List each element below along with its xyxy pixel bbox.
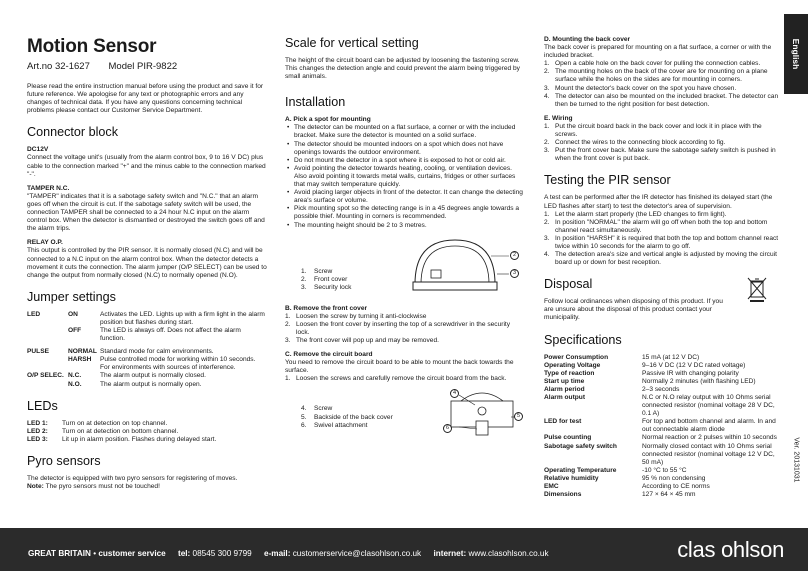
jumper-setting: ON (68, 310, 78, 318)
figure-front-cover (285, 234, 525, 302)
callout-4: 4 (450, 389, 459, 398)
dc12v-text: Connect the voltage unit's (usually from the alarm control box, 9 to 16 V DC) plus cable to the connection marked "+" and the minus cable to the connection marked "-". (27, 154, 266, 178)
led-label: LED 3: (27, 435, 48, 443)
jumper-setting: NORMAL (68, 348, 97, 356)
list-item: 4. The detector can also be mounted on the included bracket. The detector can then be turned to the right position for best detection. (544, 92, 779, 108)
led-label: LED 2: (27, 427, 48, 435)
jumper-table (27, 311, 267, 389)
figure-back-cover-legend (301, 405, 393, 429)
disposal-block (544, 298, 782, 322)
step-a-list (285, 124, 525, 229)
pyro-heading: Pyro sensors (27, 453, 101, 468)
footer-country: GREAT BRITAIN (28, 549, 91, 558)
led-label: LED 1: (27, 419, 48, 427)
testing-list (544, 211, 782, 268)
spec-value: According to CE norms (642, 483, 710, 491)
list-item: • The detector should be mounted indoors on a spot which does not have openings towards the outdoor environment. (285, 141, 525, 157)
jumper-group: PULSE (27, 348, 49, 356)
list-item: 3. Mount the detector's back cover on the spot you have chosen. (544, 84, 737, 92)
specs-table (544, 354, 782, 500)
spec-value: 2–3 seconds (642, 385, 680, 393)
jumper-group: LED (27, 310, 41, 318)
spec-key: Dimensions (544, 491, 582, 499)
spec-key: EMC (544, 483, 559, 491)
list-item: • The detector can be mounted on a flat surface, a corner or with the included bracket. Make sure the detector is mounted on a solid surface. (285, 124, 525, 140)
step-b-title: B. Remove the front cover (285, 304, 368, 312)
pyro-note-text: The pyro sensors must not be touched! (45, 483, 160, 490)
legend-item: 6. Swivel attachment (301, 421, 368, 429)
list-item: 2. Loosen the front cover by inserting the top of a screwdriver in the security lock. (285, 320, 511, 336)
language-tab (784, 14, 808, 94)
column-1 (27, 36, 267, 491)
spec-value: Passive IR with changing polarity (642, 369, 739, 377)
legend-item: 2. Front cover (301, 275, 348, 283)
spec-key: Sabotage safety switch (544, 442, 617, 450)
jumper-heading: Jumper settings (27, 289, 116, 304)
scale-text: The height of the circuit board can be adjusted by loosening the fastening screw. This changes the detection angle and could prevent the alarm being triggered by small animals. (285, 57, 520, 81)
list-item: • Pick mounting spot so the detecting range is in a 45 degrees angle towards a possible thief. Mounting in corners is recommended. (285, 205, 525, 221)
led-desc: Turn on at detection on bottom channel. (62, 427, 179, 435)
step-c-list (285, 375, 525, 383)
jumper-group: O/P SELEC. (27, 372, 64, 380)
pyro-note-label: Note: (27, 483, 44, 490)
spec-key: Alarm output (544, 394, 586, 401)
pyro-text: The detector is equipped with two pyro sensors for registering of moves. (27, 474, 238, 482)
leds-table (27, 420, 267, 444)
list-item: 1. Loosen the screw by turning it anti-clockwise (285, 312, 427, 320)
callout-3: 3 (510, 269, 519, 278)
jumper-group (27, 356, 68, 372)
list-item: • The mounting height should be 2 to 3 metres. (285, 222, 525, 230)
figure-front-cover-legend (301, 268, 351, 292)
version-label (790, 400, 802, 520)
jumper-desc: The alarm output is normally closed. (100, 372, 206, 380)
footer-internet-label: internet: (433, 549, 467, 558)
footer-bar (0, 528, 808, 571)
jumper-group (27, 327, 68, 343)
list-item: 4. The detection area's size and vertical angle is adjusted by moving the circuit board up or down for best reception. (544, 251, 777, 267)
spec-key: Power Consumption (544, 353, 609, 361)
pyro-note (27, 483, 267, 491)
brand-logo: clas ohlson (677, 537, 784, 562)
jumper-desc: Activates the LED. Lights up with a firm light in the alarm position but flashes during start. (100, 310, 265, 326)
spec-value: For top and bottom channel and alarm. In and out connectable alarm diode (642, 418, 776, 434)
tamper-text: "TAMPER" indicates that it is a sabotage safety switch and "N.C." that an alarm goes off when the circuit is cut. If the sabotage safety switch will be used, the connection TAMPER shall be connected to a 24 hour N.C input on the alarm control box. When the detector is dismantled or destroyed the switch goes off and the alarm trips. (27, 192, 265, 233)
jumper-desc: Standard mode for calm environments. (100, 348, 214, 356)
legend-item: 4. Screw (301, 405, 333, 413)
jumper-desc: The LED is always off. Does not affect the alarm function. (100, 326, 241, 343)
step-d-text: The back cover is prepared for mounting on a flat surface, a corner or with the included bracket. (544, 44, 772, 60)
led-desc: Lit up in alarm position. Flashes during delayed start. (62, 435, 217, 443)
language-tab-label: English (791, 38, 801, 70)
tamper-title: TAMPER N.C. (27, 184, 70, 192)
testing-heading: Testing the PIR sensor (544, 173, 671, 188)
list-item: 2. Connect the wires to the connecting block according to fig. (544, 139, 726, 147)
spec-value: Normal reaction or 2 pulses within 10 seconds (642, 434, 777, 442)
step-d-list (544, 60, 782, 109)
led-desc: Turn on at detection on top channel. (62, 419, 168, 427)
disposal-text: Follow local ordinances when disposing of this product. If you are unsure about the disposal of this product contact your municipality. (544, 298, 723, 322)
spec-value: 9–16 V DC (12 V DC rated voltage) (642, 361, 746, 369)
relay-title: RELAY O.P. (27, 239, 63, 247)
jumper-setting: N.O. (68, 380, 82, 388)
dc12v-title: DC12V (27, 146, 49, 154)
spec-value: 127 × 64 × 45 mm (642, 491, 696, 499)
crossed-bin-icon (746, 276, 768, 302)
spec-value: -10 °C to 55 °C (642, 466, 687, 474)
callout-2: 2 (510, 251, 519, 260)
list-item: 3. Put the front cover back. Make sure the sabotage safety switch is pushed in when the front cover is put back. (544, 147, 776, 163)
step-e-list (544, 123, 782, 163)
spec-value: N.C or N.O relay output with 10 Ohms serial connected resistor (nominal voltage 28 V DC, 0.1 A) (642, 394, 775, 418)
list-item: 2. The mounting holes on the back of the cover are for mounting on a plane surface while the holes on the sides are for mounting in corners. (544, 68, 768, 84)
list-item: 1. Loosen the screws and carefully remove the circuit board from the back. (285, 375, 507, 383)
list-item: 1. Let the alarm start properly (the LED changes to firm light). (544, 210, 727, 218)
jumper-desc: The alarm output is normally open. (100, 380, 202, 388)
page-title: Motion Sensor (27, 36, 157, 57)
jumper-desc: Pulse controlled mode for working within 10 seconds. For environments with sources of interference. (100, 356, 256, 372)
article-number: Art.no 32-1627 (27, 61, 90, 72)
footer-email-label: e-mail: (264, 549, 291, 558)
spec-key: Pulse counting (544, 434, 592, 442)
spec-value: Normally 2 minutes (with flashing LED) (642, 377, 756, 385)
footer-contact: GREAT BRITAIN • customer service tel: 08545 300 9799 e-mail: customerservice@clasohlson.co.uk internet: www.clasohlson.co.uk (28, 549, 549, 558)
spec-key: LED for test (544, 418, 582, 426)
spec-key: Alarm period (544, 385, 585, 393)
jumper-group (27, 381, 68, 389)
jumper-setting: OFF (68, 326, 82, 334)
column-2 (285, 36, 525, 445)
connector-block-heading: Connector block (27, 125, 119, 140)
footer-website[interactable]: www.clasohlson.co.uk (468, 549, 549, 558)
list-item: • Avoid placing larger objects in front of the detector. It can change the detecting area's surface or volume. (285, 189, 525, 205)
version-text: Ver. 20131031 (792, 437, 800, 483)
relay-text: This output is controlled by the PIR sensor. It is normally closed (N.C) and will be connected to a N.C input on the alarm control box. When the detector detects a movement it cuts the connection. The alarm jumper (O/P SELECT) can be used to change the output from normally closed (N.C) to normally opened (N.O). (27, 247, 267, 279)
spec-key: Operating Temperature (544, 466, 617, 474)
disposal-heading: Disposal (544, 277, 593, 292)
step-c-text: You need to remove the circuit board to be able to mount the back towards the surface. (285, 359, 514, 375)
list-item: 1. Put the circuit board back in the back cover and lock it in place with the screws. (544, 122, 762, 139)
installation-heading: Installation (285, 95, 346, 110)
footer-customer-service: customer service (98, 549, 166, 558)
step-b-list (285, 313, 525, 345)
spec-key: Start up time (544, 377, 585, 385)
step-e-title: E. Wiring (544, 114, 573, 122)
list-item: 3. In position "HARSH" it is required that both the top and bottom channel react twice within 10 seconds for the alarm to go off. (544, 234, 779, 250)
spec-value: 95 % non condensing (642, 474, 706, 482)
list-item: 2. In position "NORMAL" the alarm will go off when both the top and bottom channel react simultaneously. (544, 218, 768, 234)
jumper-setting: N.C. (68, 372, 82, 380)
spec-key: Relative humidity (544, 474, 599, 482)
spec-key: Type of reaction (544, 369, 595, 377)
figure-back-cover (285, 387, 525, 445)
callout-5: 5 (514, 412, 523, 421)
list-item: 1. Open a cable hole on the back cover for pulling the connection cables. (544, 60, 761, 68)
list-item: • Do not mount the detector in a spot where it is exposed to hot or cold air. (285, 157, 525, 165)
footer-tel[interactable]: 08545 300 9799 (192, 549, 252, 558)
footer-email[interactable]: customerservice@clasohlson.co.uk (292, 549, 422, 558)
testing-text: A test can be performed after the IR detector has finished its delayed start (the LED flashes after start) to test the detector's area of supervision. (544, 194, 773, 210)
list-item: • Avoid pointing the detector towards heating, cooling, or ventilation devices. Also avoid pointing it towards metal walls, curtains, fridges or other surfaces that may switch temperature quickly. (285, 165, 525, 189)
article-info (27, 61, 267, 73)
model-number: Model PIR-9822 (108, 61, 178, 72)
list-item: 3. The front cover will pop up and may be removed. (285, 336, 439, 344)
jumper-setting: HARSH (68, 356, 92, 364)
spec-value: 15 mA (at 12 V DC) (642, 353, 700, 361)
legend-item: 5. Backside of the back cover (301, 413, 393, 421)
intro-text: Please read the entire instruction manual before using the product and save it for future reference. We apologise for any text or photographic errors and any changes of technical data. If you have any questions concerning technical problems please contact our Customer Service Department. (27, 83, 264, 115)
legend-item: 1. Screw (301, 267, 333, 275)
legend-item: 3. Security lock (301, 283, 352, 291)
leds-heading: LEDs (27, 398, 58, 413)
specs-heading: Specifications (544, 332, 622, 347)
step-c-title: C. Remove the circuit board (285, 351, 373, 359)
callout-6: 6 (443, 424, 452, 433)
scale-heading: Scale for vertical setting (285, 36, 419, 50)
step-a-title: A. Pick a spot for mounting (285, 116, 371, 124)
column-3 (544, 36, 782, 499)
spec-value: Normally closed contact with 10 Ohms serial connected resistor (nominal voltage 12 V DC, 50 mA) (642, 442, 775, 466)
step-d-title: D. Mounting the back cover (544, 36, 631, 43)
spec-key: Operating Voltage (544, 361, 601, 369)
footer-tel-label: tel: (177, 549, 191, 558)
